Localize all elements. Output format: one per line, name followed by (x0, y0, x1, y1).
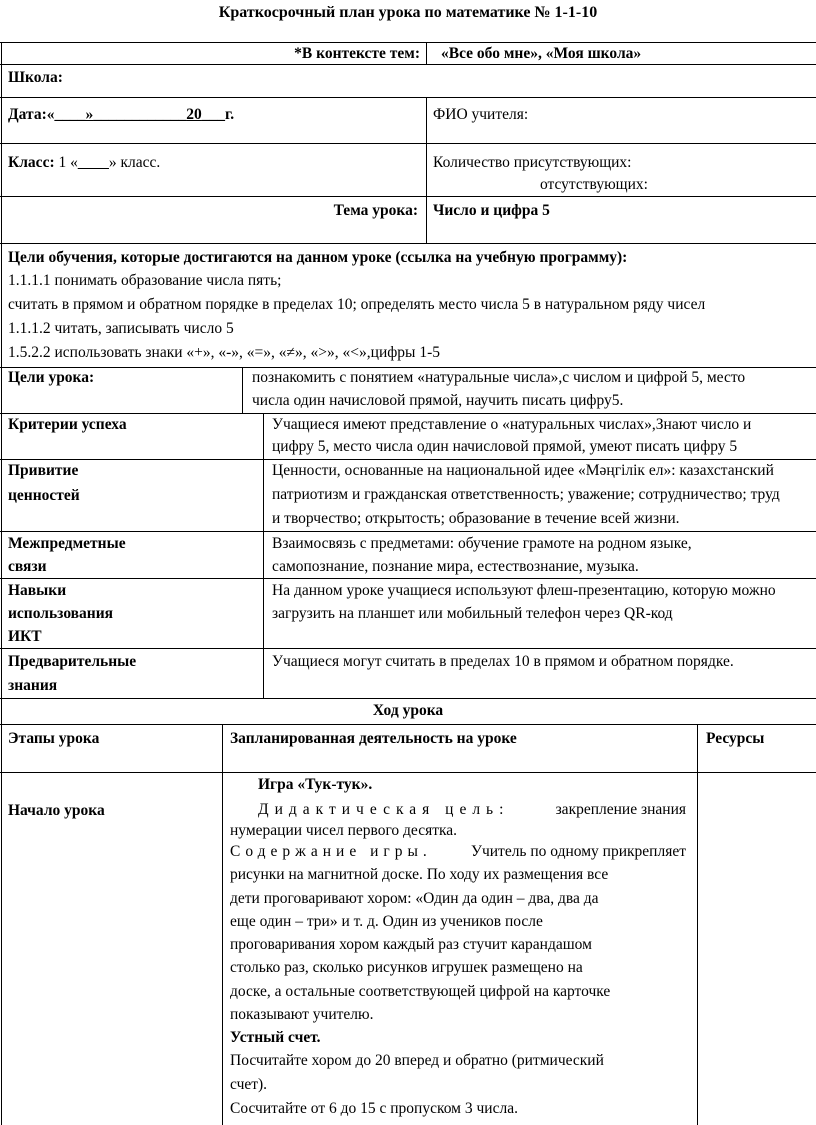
topic-value: Число и цифра 5 (433, 202, 550, 219)
ict-label: Навыки (8, 582, 67, 599)
date-year-blank: ___ (201, 106, 225, 123)
topic-label: Тема урока: (333, 202, 418, 219)
criteria-line: Учащиеся имеют представление о «натуральных числах»,Знают число и (272, 416, 752, 433)
interdisciplinary-line: Взаимосвязь с предметами: обучение грамоте на родном языке, (272, 535, 692, 552)
col-divider (426, 97, 427, 243)
values-line: Ценности, основанные на национальной идее «Мәңгілік ел»: казахстанский (272, 462, 774, 479)
content-label: Содержание игры. (230, 843, 432, 860)
attendance-present: Количество присутствующих: (433, 154, 632, 171)
row-divider (0, 243, 816, 244)
didactic-goal-text: закрепление знания (555, 801, 686, 818)
col-divider (222, 724, 223, 1125)
content-text: Учитель по одному прикрепляет (470, 843, 686, 860)
content-line: дети проговаривают хором: «Один да один – два, два да (230, 890, 599, 907)
date-mid: » (85, 106, 94, 123)
col-divider (263, 413, 264, 698)
ict-label: использования (8, 605, 114, 622)
class-blank: ____ (77, 154, 109, 171)
ict-line: загрузить на планшет или мобильный телефон через QR-код (272, 605, 673, 622)
teacher-label: ФИО учителя: (433, 106, 529, 123)
col-divider (242, 367, 243, 413)
goals-heading: Цели обучения, которые достигаются на данном уроке (ссылка на учебную программу): (8, 249, 628, 266)
values-line: патриотизм и гражданская ответственность; уважение; сотрудничество; труд (272, 486, 780, 503)
row-divider (0, 724, 816, 725)
oral-count-title: Устный счет. (230, 1029, 321, 1046)
stage-label: Начало урока (8, 802, 105, 819)
didactic-goal-label: Дидактическая цель: (258, 801, 510, 818)
col-resources-header: Ресурсы (706, 730, 765, 747)
date-month-blank: ____________ (93, 106, 187, 123)
content-line: рисунки на магнитной доске. По ходу их размещения все (230, 866, 609, 883)
interdisciplinary-label: связи (8, 558, 47, 575)
prior-line: Учащиеся могут считать в пределах 10 в прямом и обратном порядке. (272, 653, 734, 670)
goal-line: считать в прямом и обратном порядке в пределах 10; определять место числа 5 в натуральном ряду чисел (8, 296, 706, 313)
values-line: и творчество; открытость; образование в течение всей жизни. (272, 510, 680, 527)
lesson-goal-line: познакомить с понятием «натуральные числа»,с числом и цифрой 5, место (252, 369, 746, 386)
class-suffix: » класс. (108, 154, 161, 171)
content-line: еще один – три» и т. д. Один из учеников после (230, 913, 543, 930)
page-title: Краткосрочный план урока по математике № 1-1-10 (218, 4, 598, 21)
values-label: ценностей (8, 487, 80, 504)
class-prefix: 1 « (54, 154, 78, 171)
content-line: показывают учителю. (230, 1006, 374, 1023)
oral-count-line: Посчитайте хором до 20 вперед и обратно (ритмический (230, 1052, 604, 1069)
row-divider (0, 772, 816, 773)
goal-line: 1.1.1.2 читать, записывать число 5 (8, 320, 234, 337)
row-divider (0, 648, 816, 649)
interdisciplinary-label: Межпредметные (8, 535, 126, 552)
class-field (8, 152, 160, 173)
col-divider (426, 42, 427, 64)
content-line: проговаривания хором каждый раз стучит карандашом (230, 936, 592, 953)
criteria-label: Критерии успеха (8, 416, 127, 433)
context-value: «Все обо мне», «Моя школа» (441, 45, 642, 62)
date-day-blank: ____ (54, 106, 86, 123)
goal-line: 1.5.2.2 использовать знаки «+», «-», «=», «≠», «>», «<»,цифры 1-5 (8, 344, 441, 361)
lesson-goal-line: числа один начисловой прямой, научить писать цифру5. (252, 392, 624, 409)
date-label: Дата:« (8, 106, 55, 123)
row-divider (0, 196, 816, 197)
ict-line: На данном уроке учащиеся используют флеш-презентацию, которую можно (272, 582, 776, 599)
col-divider (697, 724, 698, 1125)
prior-label: Предварительные (8, 653, 137, 670)
class-label: Класс: (8, 154, 55, 171)
date-year: 20 (186, 106, 202, 123)
row-divider (0, 143, 816, 144)
attendance-absent: отсутствующих: (540, 176, 648, 193)
progress-heading: Ход урока (372, 702, 444, 719)
prior-label: знания (8, 677, 58, 694)
criteria-line: цифру 5, место числа один начисловой прямой, умеют писать цифру 5 (272, 438, 738, 455)
goal-line: 1.1.1.1 понимать образование числа пять; (8, 272, 282, 289)
oral-count-line: Сосчитайте от 6 до 15 с пропуском 3 числа. (230, 1100, 518, 1117)
col-stages-header: Этапы урока (8, 730, 100, 747)
col-divider (1, 42, 2, 1125)
didactic-goal-text: нумерации чисел первого десятка. (230, 822, 458, 839)
date-field (8, 104, 234, 125)
date-suffix: г. (224, 106, 235, 123)
content-line: столько раз, сколько рисунков игрушек размещено на (230, 959, 583, 976)
row-divider (0, 698, 816, 699)
row-divider (0, 97, 816, 98)
lesson-goals-label: Цели урока: (8, 369, 95, 386)
values-label: Привитие (8, 462, 79, 479)
school-label: Школа: (8, 69, 63, 86)
row-divider (0, 64, 816, 65)
row-divider (0, 578, 816, 579)
context-label: *В контексте тем: (294, 45, 420, 62)
oral-count-line: счет). (230, 1076, 268, 1093)
content-line: доске, а остальные соответствующей цифрой на карточке (230, 983, 611, 1000)
game-title: Игра «Тук-тук». (258, 776, 373, 793)
row-divider (0, 531, 816, 532)
interdisciplinary-line: самопознание, познание мира, естествознание, музыка. (272, 558, 639, 575)
col-activity-header: Запланированная деятельность на уроке (230, 730, 517, 747)
ict-label: ИКТ (8, 628, 42, 645)
